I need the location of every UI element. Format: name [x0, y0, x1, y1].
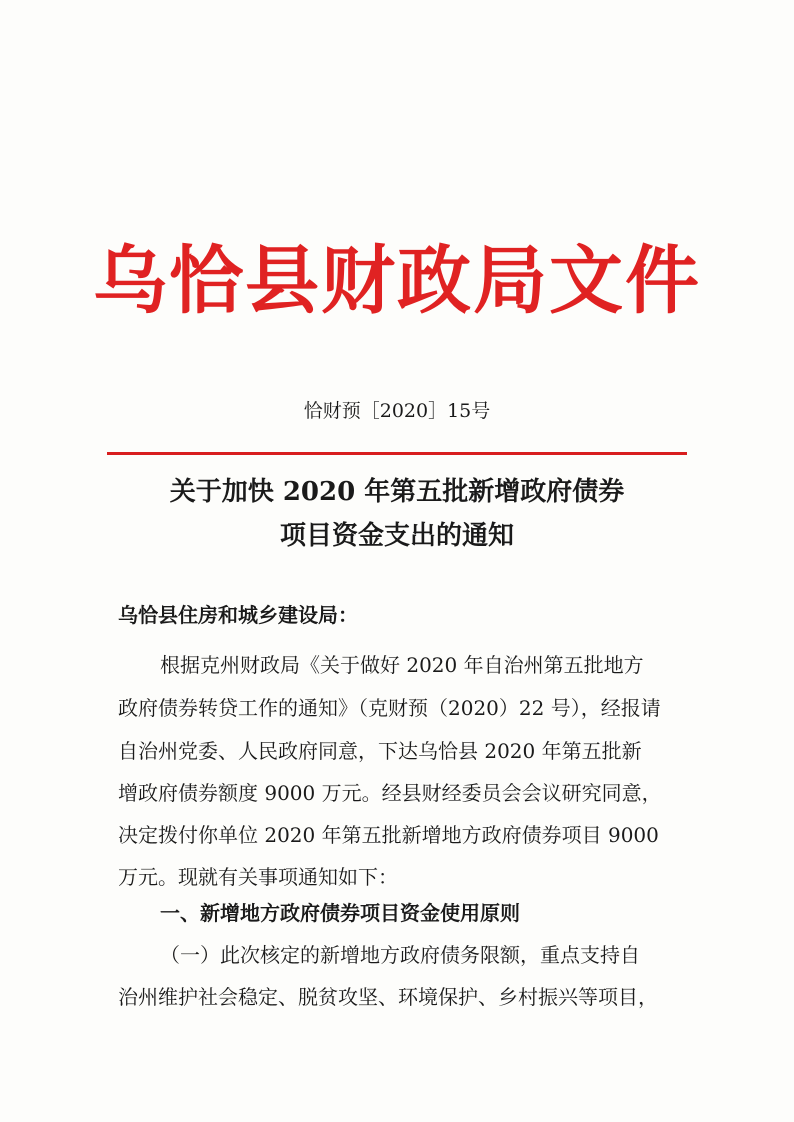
red-divider-rule: [107, 452, 687, 455]
masthead-title: 乌恰县财政局文件: [93, 238, 701, 324]
body-line: 根据克州财政局《关于做好 2020 年自治州第五批地方: [160, 653, 644, 677]
body-line: 增政府债券额度 9000 万元。经县财经委员会会议研究同意，: [118, 781, 662, 805]
item-line: 治州维护社会稳定、脱贫攻坚、环境保护、乡村振兴等项目，: [118, 985, 658, 1009]
body-line: 决定拨付你单位 2020 年第五批新增地方政府债券项目 9000: [118, 823, 659, 847]
addressee: 乌恰县住房和城乡建设局：: [118, 603, 358, 627]
body-line: 万元。现就有关事项通知如下：: [118, 865, 398, 889]
item-line: （一）此次核定的新增地方政府债务限额，重点支持自: [160, 943, 640, 967]
document-title-line-1: 关于加快 2020 年第五批新增政府债券: [169, 477, 625, 507]
document-number: 恰财预［2020］15号: [303, 400, 491, 422]
section-heading: 一、新增地方政府债券项目资金使用原则: [160, 901, 520, 925]
document-title-line-2: 项目资金支出的通知: [279, 521, 514, 551]
body-line: 自治州党委、人民政府同意，下达乌恰县 2020 年第五批新: [118, 739, 642, 763]
body-line: 政府债券转贷工作的通知》（克财预（2020）22 号），经报请: [118, 696, 661, 720]
